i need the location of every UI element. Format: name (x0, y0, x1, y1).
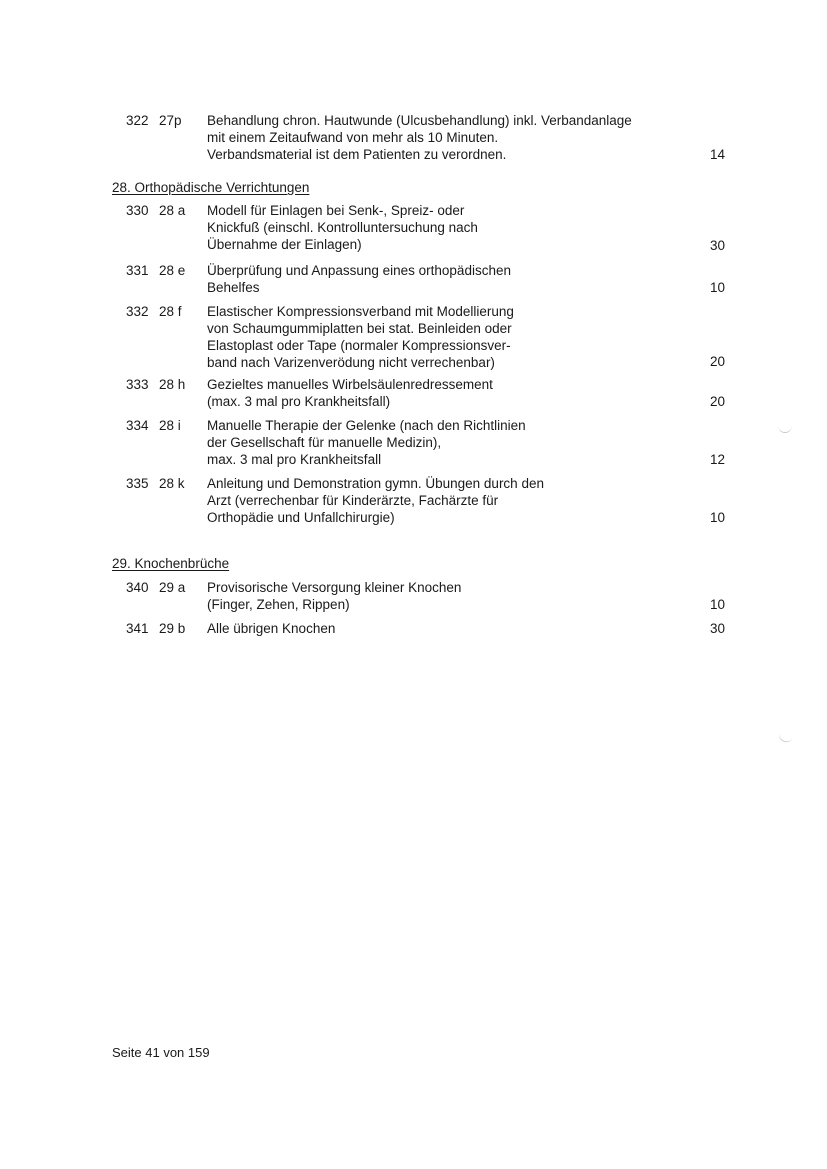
section-heading-28: 28. Orthopädische Verrichtungen (112, 180, 310, 195)
entry-code: 330 (126, 203, 149, 218)
description-line: Knickfuß (einschl. Kontrolluntersuchung nach (207, 220, 478, 235)
description-line: von Schaumgummiplatten bei stat. Beinleiden oder (207, 321, 512, 336)
description-line: Modell für Einlagen bei Senk-, Spreiz- oder (207, 203, 465, 218)
entry-description (207, 262, 687, 296)
entry-description (207, 417, 687, 468)
entry-code: 332 (126, 304, 149, 319)
description-line: Elastischer Kompressionsverband mit Modellierung (207, 304, 514, 319)
section-heading-29: 29. Knochenbrüche (112, 556, 230, 571)
entry-code: 340 (126, 580, 149, 595)
description-line: Behelfes (207, 280, 260, 295)
description-line: Übernahme der Einlagen) (207, 237, 362, 252)
entry-points: 20 (709, 394, 725, 409)
entry-subcode: 28 f (159, 304, 182, 319)
entry-code: 322 (126, 113, 149, 128)
entry-points: 30 (709, 621, 725, 636)
entry-subcode: 29 a (159, 580, 186, 595)
description-line: band nach Varizenverödung nicht verrechenbar) (207, 355, 495, 370)
entry-code: 331 (126, 263, 149, 278)
description-line: (Finger, Zehen, Rippen) (207, 597, 350, 612)
entry-description (207, 475, 687, 526)
scan-mark (777, 733, 793, 744)
description-line: der Gesellschaft für manuelle Medizin), (207, 435, 442, 450)
entry-subcode: 29 b (159, 621, 186, 636)
entry-points: 12 (709, 452, 725, 467)
entry-description (207, 202, 687, 253)
entry-description (207, 303, 687, 371)
description-line: Verbandsmaterial ist dem Patienten zu verordnen. (207, 147, 507, 162)
description-line: Elastoplast oder Tape (normaler Kompressionsver- (207, 338, 511, 353)
description-line: Arzt (verrechenbar für Kinderärzte, Fachärzte für (207, 493, 499, 508)
description-line: Manuelle Therapie der Gelenke (nach den Richtlinien (207, 418, 526, 433)
entry-points: 10 (709, 280, 725, 295)
entry-points: 20 (709, 354, 725, 369)
entry-description (207, 579, 687, 613)
description-line: Provisorische Versorgung kleiner Knochen (207, 580, 462, 595)
entry-description (207, 112, 687, 163)
entry-subcode: 28 e (159, 263, 186, 278)
entry-code: 334 (126, 418, 149, 433)
entry-points: 10 (709, 597, 725, 612)
description-line: mit einem Zeitaufwand von mehr als 10 Minuten. (207, 130, 499, 145)
entry-description (207, 620, 687, 637)
entry-code: 333 (126, 377, 149, 392)
description-line: Gezieltes manuelles Wirbelsäulenredressement (207, 377, 493, 392)
entry-code: 335 (126, 476, 149, 491)
entry-subcode: 28 i (159, 418, 181, 433)
page-number-footer: Seite 41 von 159 (112, 1045, 210, 1060)
entry-subcode: 28 k (159, 476, 185, 491)
scan-mark (778, 426, 792, 433)
entry-points: 10 (709, 510, 725, 525)
description-line: (max. 3 mal pro Krankheitsfall) (207, 394, 391, 409)
entry-description (207, 376, 687, 410)
description-line: max. 3 mal pro Krankheitsfall (207, 452, 382, 467)
entry-subcode: 28 a (159, 203, 186, 218)
description-line: Alle übrigen Knochen (207, 621, 336, 636)
description-line: Behandlung chron. Hautwunde (Ulcusbehandlung) inkl. Verbandanlage (207, 113, 632, 128)
description-line: Orthopädie und Unfallchirurgie) (207, 510, 395, 525)
entry-code: 341 (126, 621, 149, 636)
entry-points: 14 (709, 147, 725, 162)
entry-points: 30 (709, 238, 725, 253)
description-line: Anleitung und Demonstration gymn. Übungen durch den (207, 476, 544, 491)
entry-subcode: 28 h (159, 377, 186, 392)
entry-subcode: 27p (159, 113, 182, 128)
description-line: Überprüfung und Anpassung eines orthopädischen (207, 263, 511, 278)
